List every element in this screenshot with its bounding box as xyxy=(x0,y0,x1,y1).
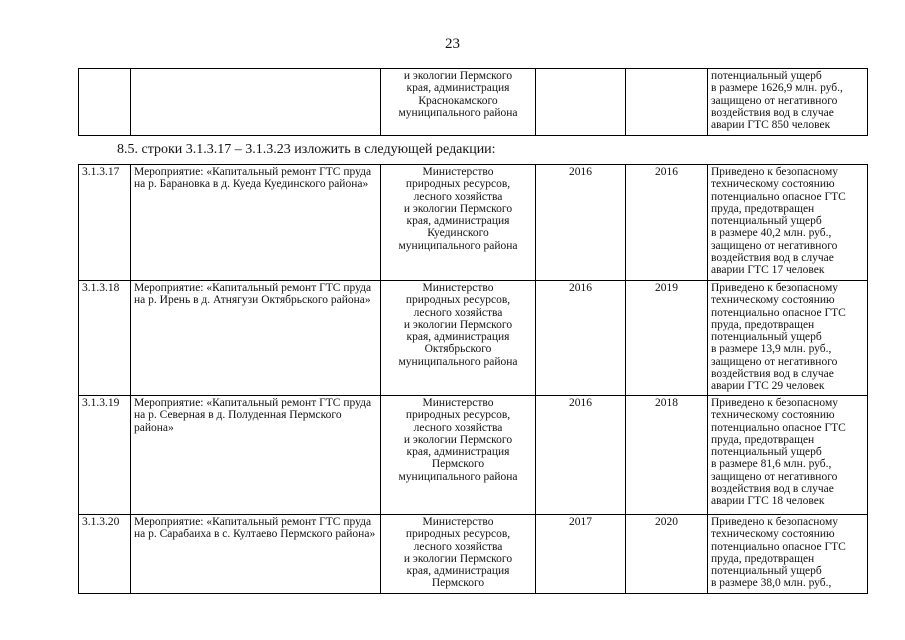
measures-table xyxy=(78,164,868,594)
result-cell: Приведено к безопасному техническому состоянию потенциально опасное ГТС пруда, предотвращен потенциальный ущерб в размере 38,0 млн. руб., xyxy=(708,515,868,594)
description-cell: Мероприятие: «Капитальный ремонт ГТС пруда на р. Барановка в д. Куеда Куединского района» xyxy=(131,165,381,281)
continuation-table xyxy=(78,68,868,136)
row-number-cell: 3.1.3.18 xyxy=(79,281,131,396)
year-start-cell: 2016 xyxy=(536,281,626,396)
responsible-cell: и экологии Пермского края, администрация Краснокамского муниципального района xyxy=(381,69,536,136)
year-end-cell: 2018 xyxy=(626,396,708,515)
year-start-cell: 2016 xyxy=(536,165,626,281)
responsible-cell: Министерство природных ресурсов, лесного хозяйства и экологии Пермского края, администрация Пермского муниципального района xyxy=(381,396,536,515)
description-cell: Мероприятие: «Капитальный ремонт ГТС пруда на р. Северная в д. Полуденная Пермского района» xyxy=(131,396,381,515)
row-number-cell xyxy=(79,69,131,136)
result-cell: Приведено к безопасному техническому состоянию потенциально опасное ГТС пруда, предотвращен потенциальный ущерб в размере 40,2 млн. руб., защищено от негативного воздействия вод в случае аварии ГТС 17 человек xyxy=(708,165,868,281)
table-row xyxy=(79,515,868,594)
table-row xyxy=(79,69,868,136)
result-cell: Приведено к безопасному техническому состоянию потенциально опасное ГТС пруда, предотвращен потенциальный ущерб в размере 81,6 млн. руб., защищено от негативного воздействия вод в случае аварии ГТС 18 человек xyxy=(708,396,868,515)
result-cell: потенциальный ущерб в размере 1626,9 млн. руб., защищено от негативного воздействия вод в случае аварии ГТС 850 человек xyxy=(708,69,868,136)
page-number: 23 xyxy=(445,36,460,52)
year-end-cell: 2019 xyxy=(626,281,708,396)
table-row xyxy=(79,396,868,515)
row-number-cell: 3.1.3.17 xyxy=(79,165,131,281)
responsible-cell: Министерство природных ресурсов, лесного хозяйства и экологии Пермского края, администрация Пермского xyxy=(381,515,536,594)
description-cell xyxy=(131,69,381,136)
responsible-cell: Министерство природных ресурсов, лесного хозяйства и экологии Пермского края, администрация Октябрьского муниципального района xyxy=(381,281,536,396)
year-end-cell: 2016 xyxy=(626,165,708,281)
result-cell: Приведено к безопасному техническому состоянию потенциально опасное ГТС пруда, предотвращен потенциальный ущерб в размере 13,9 млн. руб., защищено от негативного воздействия вод в случае аварии ГТС 29 человек xyxy=(708,281,868,396)
description-cell: Мероприятие: «Капитальный ремонт ГТС пруда на р. Сарабаиха в с. Култаево Пермского района» xyxy=(131,515,381,594)
table-row xyxy=(79,165,868,281)
table-row xyxy=(79,281,868,396)
year-start-cell xyxy=(536,69,626,136)
year-start-cell: 2016 xyxy=(536,396,626,515)
year-end-cell xyxy=(626,69,708,136)
description-cell: Мероприятие: «Капитальный ремонт ГТС пруда на р. Ирень в д. Атнягузи Октябрьского района» xyxy=(131,281,381,396)
responsible-cell: Министерство природных ресурсов, лесного хозяйства и экологии Пермского края, администрация Куединского муниципального района xyxy=(381,165,536,281)
section-heading: 8.5. строки 3.1.3.17 – 3.1.3.23 изложить в следующей редакции: xyxy=(117,142,496,157)
year-start-cell: 2017 xyxy=(536,515,626,594)
row-number-cell: 3.1.3.20 xyxy=(79,515,131,594)
row-number-cell: 3.1.3.19 xyxy=(79,396,131,515)
year-end-cell: 2020 xyxy=(626,515,708,594)
